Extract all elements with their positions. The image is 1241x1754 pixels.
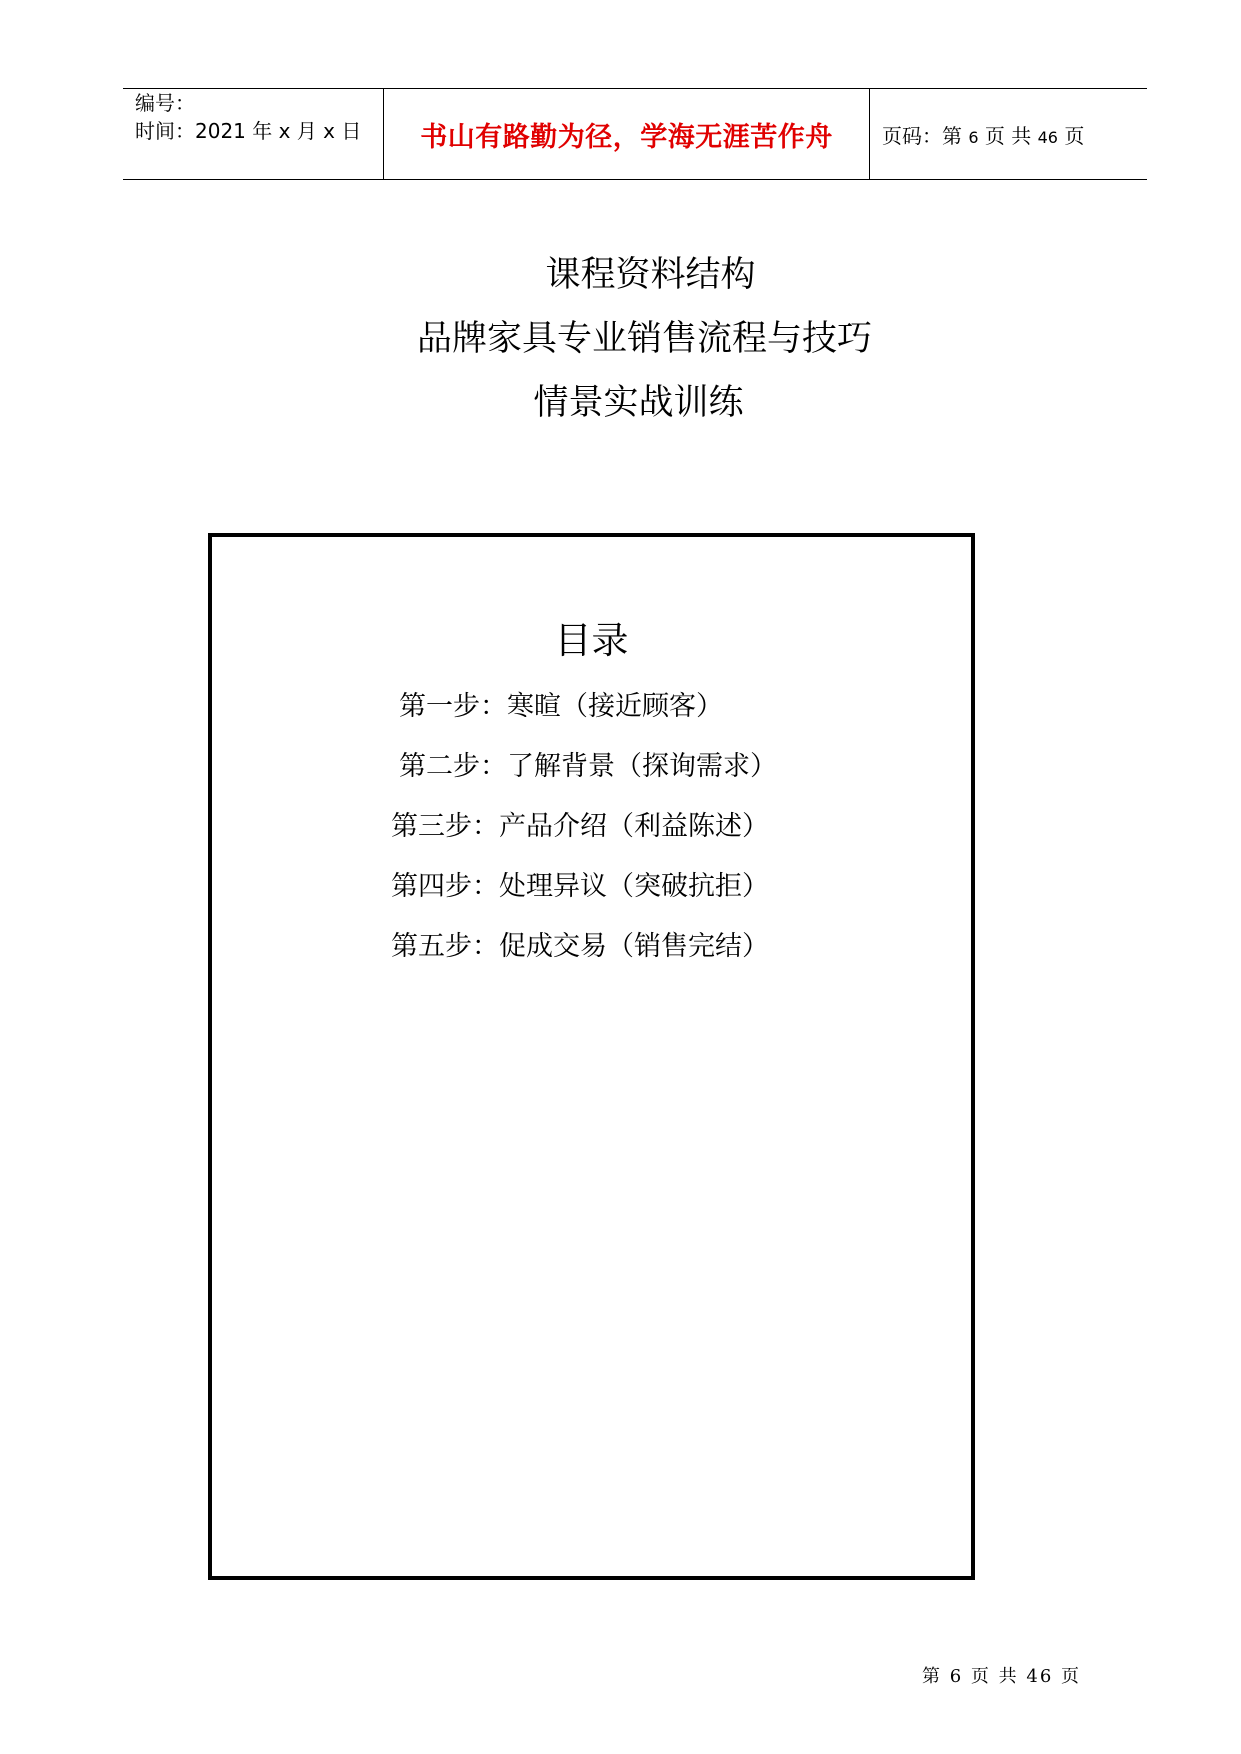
table-of-contents-box [208, 533, 975, 1580]
page-total: 46 [1037, 127, 1058, 147]
page-suffix: 页 [1057, 123, 1085, 148]
header-meta-cell [123, 89, 384, 179]
title-course-structure: 课程资料结构 [545, 255, 756, 295]
header-motto-cell [384, 89, 870, 179]
page-info [882, 120, 1084, 149]
toc-item-step-1: 第一步：寒暄（接近顾客） [399, 691, 723, 722]
page-prefix: 页码：第 [882, 123, 969, 148]
page-current: 6 [968, 127, 979, 147]
toc-heading: 目录 [554, 619, 629, 662]
toc-item-step-2: 第二步：了解背景（探询需求） [399, 751, 777, 782]
motto: 书山有路勤为径，学海无涯苦作舟 [420, 121, 833, 153]
number-label: 编号： [135, 91, 195, 115]
page-footer: 第 6 页 共 46 页 [922, 1666, 1081, 1687]
toc-item-step-5: 第五步：促成交易（销售完结） [391, 931, 769, 962]
title-sales-process: 品牌家具专业销售流程与技巧 [416, 319, 872, 359]
toc-item-step-4: 第四步：处理异议（突破抗拒） [391, 871, 769, 902]
header-page-cell [870, 89, 1147, 179]
title-scenario-training: 情景实战训练 [533, 383, 744, 423]
toc-item-step-3: 第三步：产品介绍（利益陈述） [391, 811, 769, 842]
time-label: 时间：2021 年 x 月 x 日 [135, 119, 362, 143]
page-mid: 页 共 [978, 123, 1038, 148]
document-header [123, 88, 1147, 180]
